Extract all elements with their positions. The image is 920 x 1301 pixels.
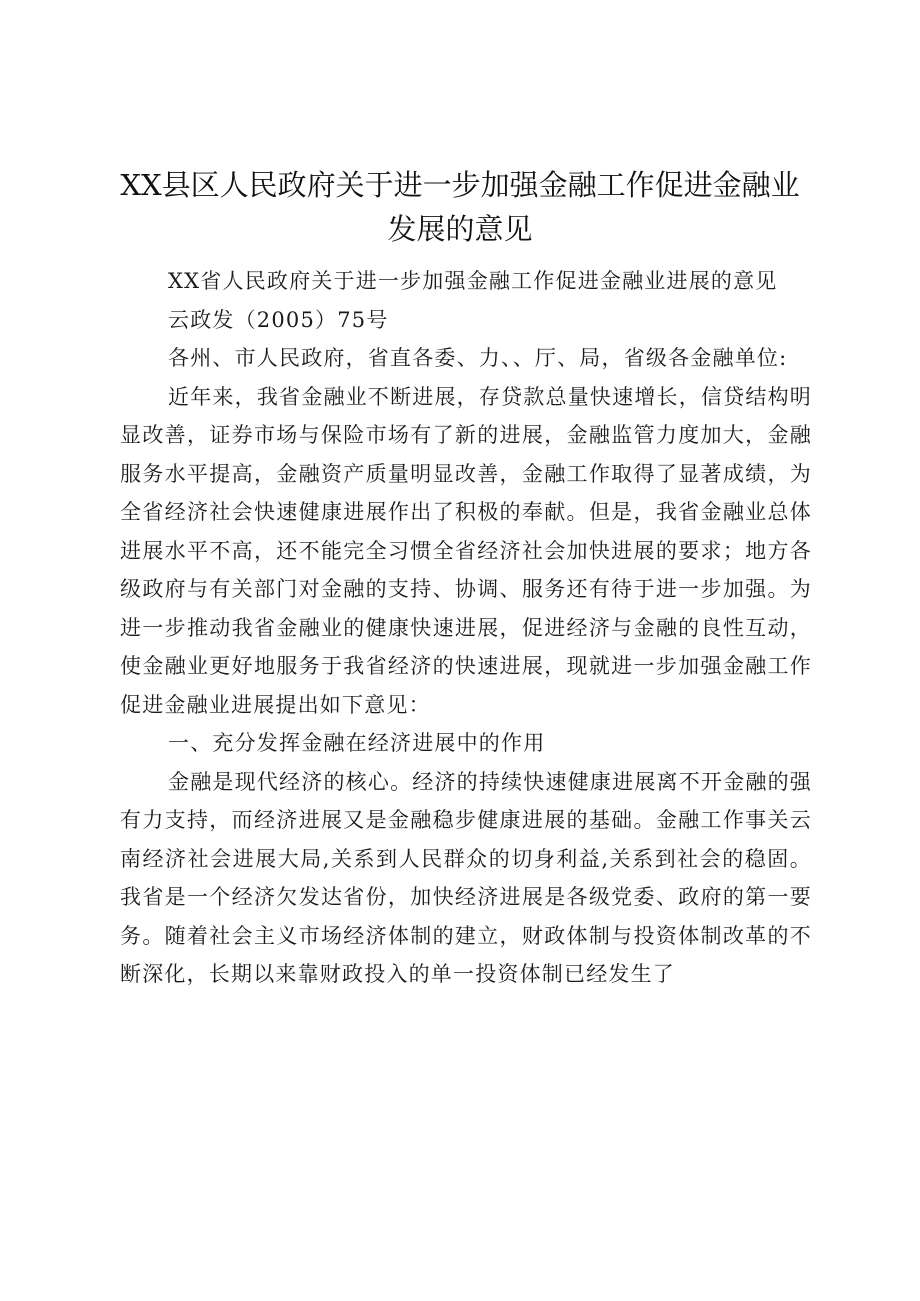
document-title: XX县区人民政府关于进一步加强金融工作促进金融业发展的意见 xyxy=(120,168,800,246)
section-heading-1: 一、充分发挥金融在经济进展中的作用 xyxy=(168,731,546,755)
document-number: 云政发（2005）75号 xyxy=(168,307,389,332)
document-recipients: 各州、市人民政府，省直各委、力、、厅、局，省级各金融单位: xyxy=(168,346,788,370)
paragraph-intro: 近年来，我省金融业不断进展，存贷款总量快速增长，信贷结构明显改善，证券市场与保险市场有了新的进展，金融监管力度加大，金融服务水平提高，金融资产质量明显改善，金融工作取得了显著成绩，为全省经济社会快速健康进展作出了积极的奉献。但是，我省金融业总体进展水平不高，还不能完全习惯全省经济社会加快进展的要求；地方各级政府与有关部门对金融的支持、协调、服务还有待于进一步加强。为进一步推动我省金融业的健康快速进展，促进经济与金融的良性互动，使金融业更好地服务于我省经济的快速进展，现就进一步加强金融工作促进金融业进展提出如下意见： xyxy=(120,384,812,717)
document-subtitle: XX省人民政府关于进一步加强金融工作促进金融业进展的意见 xyxy=(168,269,778,293)
document-body xyxy=(120,262,812,994)
paragraph-section-1: 金融是现代经济的核心。经济的持续快速健康进展离不开金融的强有力支持，而经济进展又是金融稳步健康进展的基础。金融工作事关云南经济社会进展大局,关系到人民群众的切身利益,关系到社会的稳固。我省是一个经济欠发达省份，加快经济进展是各级党委、政府的第一要务。随着社会主义市场经济体制的建立，财政体制与投资体制改革的不断深化，长期以来靠财政投入的单一投资体制已经发生了 xyxy=(120,769,812,986)
